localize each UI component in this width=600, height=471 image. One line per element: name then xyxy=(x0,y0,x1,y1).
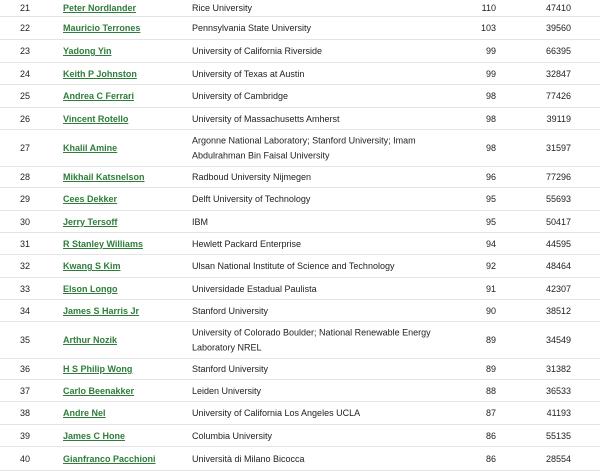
citations-cell: 55693 xyxy=(545,194,571,204)
h-index-cell: 89 xyxy=(485,364,496,374)
rank-cell: 32 xyxy=(20,261,31,271)
h-index-cell: 89 xyxy=(485,335,496,345)
h-index-cell: 95 xyxy=(485,216,496,227)
h-index-cell: 94 xyxy=(485,238,496,249)
table-row xyxy=(0,85,600,108)
h-index-cell: 103 xyxy=(480,23,496,33)
citations-cell: 39560 xyxy=(545,23,571,33)
citations-cell: 28554 xyxy=(545,453,571,464)
citations-cell: 42307 xyxy=(545,283,571,294)
researcher-name-link[interactable]: Yadong Yin xyxy=(63,46,112,56)
institution-cell: Hewlett Packard Enterprise xyxy=(192,238,302,249)
h-index-cell: 92 xyxy=(485,261,496,271)
citations-cell: 39119 xyxy=(546,113,571,124)
rank-cell: 28 xyxy=(20,172,31,182)
table-row xyxy=(0,233,600,255)
table-row xyxy=(0,359,600,380)
researcher-name-link[interactable]: James S Harris Jr xyxy=(63,305,140,316)
institution-cell: Stanford University xyxy=(192,363,269,374)
institution-cell: University of California Riverside xyxy=(192,45,323,56)
rank-cell: 24 xyxy=(20,68,31,79)
table-row xyxy=(0,211,600,233)
h-index-cell: 90 xyxy=(485,305,496,316)
researcher-name-link[interactable]: Gianfranco Pacchioni xyxy=(63,453,156,464)
citations-cell: 47410 xyxy=(545,3,571,13)
researcher-name-link[interactable]: Mauricio Terrones xyxy=(63,23,141,33)
rank-cell: 38 xyxy=(20,408,31,418)
table-row xyxy=(0,167,600,188)
researcher-name-link[interactable]: Arthur Nozik xyxy=(63,335,117,345)
citations-cell: 34549 xyxy=(545,335,571,345)
researcher-name-link[interactable]: R Stanley Williams xyxy=(63,238,143,249)
citations-cell: 32847 xyxy=(545,68,571,79)
citations-cell: 41193 xyxy=(546,408,571,418)
table-row xyxy=(0,322,600,359)
h-index-cell: 99 xyxy=(485,68,496,79)
table-row xyxy=(0,17,600,40)
researcher-name-link[interactable]: Cees Dekker xyxy=(63,194,118,204)
researcher-name-link[interactable]: Carlo Beenakker xyxy=(63,385,135,396)
h-index-cell: 98 xyxy=(485,113,496,124)
h-index-cell: 95 xyxy=(485,194,496,204)
rank-cell: 26 xyxy=(20,113,31,124)
table-row xyxy=(0,108,600,130)
institution-cell: Leiden University xyxy=(192,385,262,396)
rank-cell: 22 xyxy=(20,23,31,33)
institution-cell: Columbia University xyxy=(192,430,273,441)
h-index-cell: 98 xyxy=(485,143,496,153)
researcher-name-link[interactable]: James C Hone xyxy=(63,430,126,441)
researcher-name-link[interactable]: Vincent Rotello xyxy=(63,113,129,124)
citations-cell: 55135 xyxy=(545,430,571,441)
h-index-cell: 99 xyxy=(485,46,496,56)
institution-cell: University of Cambridge xyxy=(192,90,289,101)
rank-cell: 35 xyxy=(20,335,31,345)
h-index-cell: 88 xyxy=(485,385,496,396)
institution-cell: University of California Los Angeles UCLA xyxy=(192,407,361,418)
institution-cell: University of Colorado Boulder; National Renewable Energy Laboratory NREL xyxy=(192,327,431,352)
rank-cell: 23 xyxy=(20,46,31,56)
table-row xyxy=(0,380,600,402)
h-index-cell: 86 xyxy=(485,430,496,441)
institution-cell: Pennsylvania State University xyxy=(192,22,312,33)
citations-cell: 66395 xyxy=(545,46,571,56)
h-index-cell: 87 xyxy=(485,408,496,418)
researcher-name-link[interactable]: Peter Nordlander xyxy=(63,3,137,13)
researcher-name-link[interactable]: Kwang S Kim xyxy=(63,261,121,271)
rank-cell: 29 xyxy=(20,194,31,204)
rank-cell: 27 xyxy=(20,143,31,153)
rank-cell: 37 xyxy=(20,385,31,396)
institution-cell: Stanford University xyxy=(192,305,269,316)
citations-cell: 31382 xyxy=(545,364,571,374)
rank-cell: 34 xyxy=(20,305,31,316)
rank-cell: 25 xyxy=(20,91,31,101)
citations-cell: 77296 xyxy=(545,172,571,182)
rank-cell: 33 xyxy=(20,283,31,294)
citations-cell: 77426 xyxy=(545,91,571,101)
institution-cell: Ulsan National Institute of Science and Technology xyxy=(192,260,395,271)
institution-cell: Delft University of Technology xyxy=(192,193,311,204)
table-row xyxy=(0,40,600,63)
table-row xyxy=(0,278,600,300)
table-row xyxy=(0,447,600,471)
table-row xyxy=(0,130,600,167)
citations-cell: 48464 xyxy=(545,261,571,271)
citations-cell: 31597 xyxy=(545,143,571,153)
table-row xyxy=(0,63,600,85)
institution-cell: Universidade Estadual Paulista xyxy=(192,283,317,294)
institution-cell: Radboud University Nijmegen xyxy=(192,171,312,182)
table-row xyxy=(0,300,600,322)
researcher-name-link[interactable]: Mikhail Katsnelson xyxy=(63,172,145,182)
citations-cell: 36533 xyxy=(545,385,571,396)
table-row xyxy=(0,402,600,425)
table-row xyxy=(0,425,600,447)
researcher-name-link[interactable]: Andre Nel xyxy=(63,408,106,418)
table-row xyxy=(0,0,600,17)
institution-cell: IBM xyxy=(192,216,209,227)
researcher-name-link[interactable]: Jerry Tersoff xyxy=(63,216,118,227)
institution-cell: University of Texas at Austin xyxy=(192,68,305,79)
rank-cell: 30 xyxy=(20,216,31,227)
researcher-name-link[interactable]: Andrea C Ferrari xyxy=(63,91,135,101)
institution-cell: Argonne National Laboratory; Stanford University; Imam Abdulrahman Bin Faisal University xyxy=(192,135,416,160)
researcher-name-link[interactable]: H S Philip Wong xyxy=(63,364,133,374)
researcher-name-link[interactable]: Elson Longo xyxy=(63,283,118,294)
rank-cell: 40 xyxy=(20,453,31,464)
table-row xyxy=(0,188,600,211)
citations-cell: 50417 xyxy=(545,216,571,227)
institution-cell: Rice University xyxy=(192,2,253,13)
researcher-name-link[interactable]: Keith P Johnston xyxy=(63,68,137,79)
institution-cell: University of Massachusetts Amherst xyxy=(192,113,340,124)
rank-cell: 39 xyxy=(20,430,31,441)
rank-cell: 36 xyxy=(20,364,31,374)
h-index-cell: 86 xyxy=(485,453,496,464)
citations-cell: 38512 xyxy=(545,305,571,316)
h-index-cell: 91 xyxy=(485,283,496,294)
citations-cell: 44595 xyxy=(545,238,571,249)
h-index-cell: 98 xyxy=(485,91,496,101)
table-row xyxy=(0,255,600,278)
rank-cell: 31 xyxy=(20,238,31,249)
h-index-cell: 96 xyxy=(485,172,496,182)
h-index-cell: 110 xyxy=(481,3,496,13)
researcher-name-link[interactable]: Khalil Amine xyxy=(63,143,118,153)
institution-cell: Università di Milano Bicocca xyxy=(192,453,305,464)
rank-cell: 21 xyxy=(20,3,31,13)
